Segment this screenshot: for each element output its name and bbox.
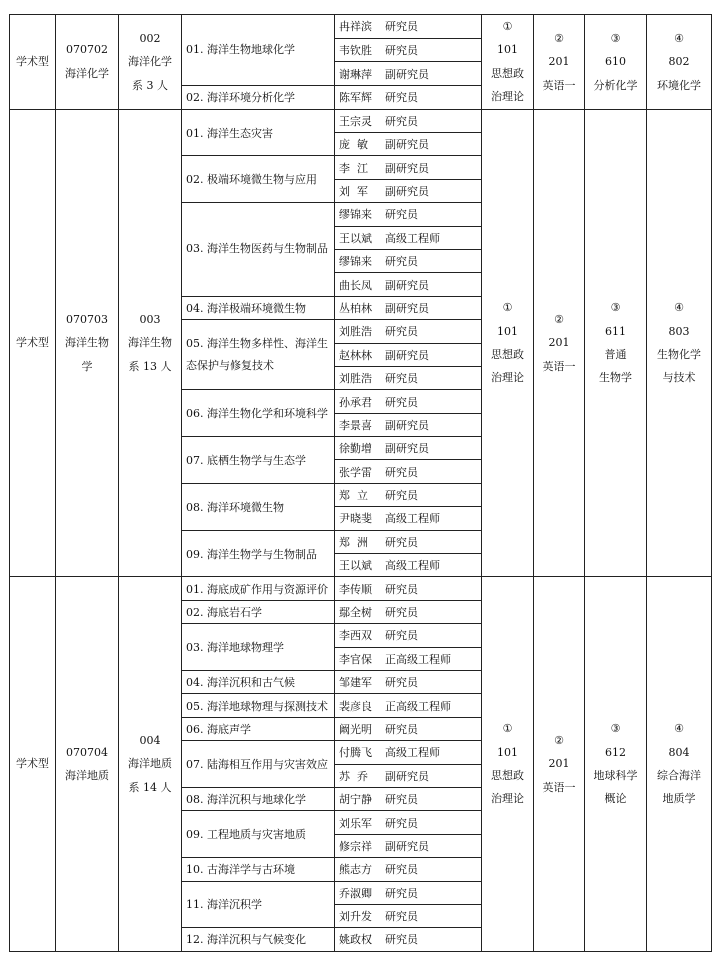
- supervisor-cell: [335, 296, 482, 319]
- supervisor-title: 研究员: [385, 465, 418, 479]
- supervisor-cell: [335, 928, 482, 951]
- supervisor-name: 丛柏林: [339, 301, 372, 315]
- supervisor-name: 缪锦来: [339, 208, 372, 222]
- cell-line: 治理论: [491, 371, 524, 385]
- exam-subject-cell: [482, 109, 534, 577]
- supervisor-name: 郑 洲: [339, 535, 368, 549]
- supervisor-title: 研究员: [385, 910, 418, 924]
- supervisor-title: 研究员: [385, 535, 418, 549]
- cell-line: ②: [554, 733, 564, 747]
- research-direction-cell: 06. 海洋生物化学和环境科学: [182, 390, 335, 437]
- cell-line: 学术型: [16, 757, 49, 771]
- supervisor-title: 研究员: [385, 933, 418, 947]
- supervisor-title: 副研究员: [385, 67, 429, 81]
- cell-line: ①: [502, 20, 513, 33]
- cell-line: 英语一: [542, 780, 576, 794]
- supervisor-title: 高级工程师: [385, 512, 440, 526]
- supervisor-title: 研究员: [385, 208, 418, 222]
- supervisor-cell: [335, 133, 482, 156]
- supervisor-name: 李景喜: [339, 418, 372, 432]
- major-cell: [56, 577, 119, 951]
- research-direction-cell: 08. 海洋环境微生物: [182, 483, 335, 530]
- supervisor-cell: [335, 787, 482, 810]
- supervisor-title: 研究员: [385, 886, 418, 900]
- cell-line: 003: [139, 312, 161, 326]
- supervisor-name: 王宗灵: [339, 114, 372, 128]
- cell-line: 201: [548, 336, 570, 350]
- supervisor-name: 乔淑卿: [339, 886, 372, 900]
- supervisor-title: 副研究员: [385, 839, 429, 853]
- cell-line: 生物化学: [657, 348, 701, 362]
- research-direction-cell: 03. 海洋生物医药与生物制品: [182, 203, 335, 297]
- cell-line: 治理论: [491, 792, 524, 806]
- major-cell: [56, 15, 119, 110]
- supervisor-title: 研究员: [385, 863, 418, 877]
- cell-line: ④: [674, 31, 684, 45]
- research-direction-cell: 04. 海洋沉积和古气候: [182, 671, 335, 694]
- supervisor-cell: [335, 249, 482, 272]
- supervisor-cell: [335, 483, 482, 506]
- cell-line: ④: [674, 301, 684, 315]
- supervisor-title: 正高级工程师: [385, 652, 451, 666]
- supervisor-name: 苏 乔: [339, 769, 368, 783]
- supervisor-title: 研究员: [385, 582, 418, 596]
- cell-line: 612: [605, 745, 626, 759]
- supervisor-title: 副研究员: [385, 301, 429, 315]
- research-direction-cell: 10. 古海洋学与古环境: [182, 858, 335, 881]
- supervisor-name: 刘升发: [339, 910, 372, 924]
- department-cell: [119, 15, 182, 110]
- supervisor-title: 高级工程师: [385, 559, 440, 573]
- supervisor-cell: [335, 647, 482, 670]
- supervisor-title: 研究员: [385, 20, 418, 34]
- supervisor-cell: [335, 507, 482, 530]
- supervisor-name: 李官保: [339, 652, 372, 666]
- cell-line: 普通: [604, 348, 627, 362]
- exam-subject-cell: [647, 109, 712, 577]
- exam-subject-cell: [647, 15, 712, 110]
- supervisor-name: 韦钦胜: [339, 43, 372, 57]
- supervisor-cell: [335, 413, 482, 436]
- cell-line: ③: [610, 301, 621, 315]
- cell-line: 海洋化学: [65, 66, 109, 80]
- supervisor-cell: [335, 390, 482, 413]
- supervisor-cell: [335, 366, 482, 389]
- cell-line: 学术型: [16, 336, 49, 350]
- cell-line: 思想政: [491, 66, 524, 80]
- cell-line: 002: [139, 31, 161, 45]
- supervisor-title: 研究员: [385, 676, 418, 690]
- supervisor-cell: [335, 600, 482, 623]
- supervisor-cell: [335, 904, 482, 927]
- supervisor-name: 刘 军: [339, 184, 368, 198]
- cell-line: 地球科学: [593, 769, 638, 783]
- supervisor-cell: [335, 62, 482, 86]
- supervisor-title: 研究员: [385, 489, 418, 503]
- cell-line: 环境化学: [657, 78, 701, 92]
- research-direction-cell: 06. 海底声学: [182, 717, 335, 740]
- supervisor-title: 研究员: [385, 793, 418, 807]
- supervisor-title: 研究员: [385, 816, 418, 830]
- supervisor-cell: [335, 530, 482, 553]
- supervisor-title: 高级工程师: [385, 231, 440, 245]
- cell-line: 804: [668, 745, 690, 759]
- supervisor-title: 正高级工程师: [385, 699, 451, 713]
- supervisor-name: 冉祥滨: [339, 20, 372, 34]
- program-type-cell: [10, 15, 56, 110]
- cell-line: 与技术: [662, 371, 696, 385]
- research-direction-cell: 05. 海洋地球物理与探测技术: [182, 694, 335, 717]
- cell-line: 101: [497, 745, 518, 759]
- supervisor-cell: [335, 179, 482, 202]
- research-direction-cell: 01. 海洋生物地球化学: [182, 15, 335, 86]
- supervisor-name: 曲长凤: [339, 278, 372, 292]
- supervisor-title: 研究员: [385, 114, 418, 128]
- supervisor-cell: [335, 343, 482, 366]
- supervisor-name: 王以斌: [339, 231, 372, 245]
- supervisor-name: 赵林林: [339, 348, 372, 362]
- supervisor-cell: [335, 764, 482, 787]
- supervisor-title: 副研究员: [385, 348, 429, 362]
- supervisor-cell: [335, 671, 482, 694]
- supervisor-name: 庞 敏: [339, 138, 368, 152]
- supervisor-title: 高级工程师: [385, 746, 440, 760]
- supervisor-cell: [335, 881, 482, 904]
- supervisor-name: 刘胜浩: [339, 372, 372, 386]
- cell-line: 系 14 人: [128, 780, 172, 794]
- cell-line: 610: [605, 55, 626, 69]
- cell-line: ③: [610, 31, 621, 45]
- supervisor-title: 研究员: [385, 43, 418, 57]
- supervisor-title: 研究员: [385, 91, 418, 105]
- supervisor-title: 副研究员: [385, 769, 429, 783]
- supervisor-title: 副研究员: [385, 138, 429, 152]
- cell-line: 海洋生物: [128, 336, 172, 350]
- cell-line: 海洋地质: [128, 757, 172, 771]
- supervisor-cell: [335, 624, 482, 647]
- research-direction-cell: 09. 工程地质与灾害地质: [182, 811, 335, 858]
- supervisor-cell: [335, 226, 482, 249]
- supervisor-cell: [335, 203, 482, 226]
- supervisor-cell: [335, 320, 482, 343]
- cell-line: 海洋化学: [128, 55, 172, 69]
- supervisor-cell: [335, 15, 482, 39]
- supervisor-name: 王以斌: [339, 559, 372, 573]
- supervisor-title: 副研究员: [385, 418, 429, 432]
- supervisor-cell: [335, 694, 482, 717]
- table-row: [10, 15, 712, 39]
- cell-line: 地质学: [662, 792, 696, 806]
- major-cell: [56, 109, 119, 577]
- cell-line: 004: [139, 733, 161, 747]
- research-direction-cell: 01. 海底成矿作用与资源评价: [182, 577, 335, 600]
- supervisor-cell: [335, 811, 482, 834]
- program-table: [9, 14, 712, 952]
- research-direction-cell: 02. 极端环境微生物与应用: [182, 156, 335, 203]
- supervisor-title: 研究员: [385, 395, 418, 409]
- supervisor-cell: [335, 273, 482, 296]
- supervisor-name: 刘乐军: [339, 816, 372, 830]
- cell-line: 070704: [66, 745, 108, 759]
- supervisor-name: 尹晓斐: [339, 512, 372, 526]
- supervisor-name: 李西双: [339, 629, 372, 643]
- program-type-cell: [10, 577, 56, 951]
- exam-subject-cell: [585, 109, 647, 577]
- supervisor-cell: [335, 858, 482, 881]
- cell-line: 英语一: [542, 359, 576, 373]
- supervisor-name: 邹建军: [339, 676, 372, 690]
- exam-subject-cell: [534, 15, 585, 110]
- cell-line: 803: [668, 324, 690, 338]
- supervisor-title: 研究员: [385, 722, 418, 736]
- supervisor-cell: [335, 460, 482, 483]
- supervisor-name: 阚光明: [339, 722, 372, 736]
- research-direction-cell: 08. 海洋沉积与地球化学: [182, 787, 335, 810]
- exam-subject-cell: [482, 577, 534, 951]
- table-row: [10, 577, 712, 600]
- cell-line: 系 13 人: [128, 359, 172, 373]
- exam-subject-cell: [585, 15, 647, 110]
- research-direction-cell: 02. 海底岩石学: [182, 600, 335, 623]
- research-direction-cell: 05. 海洋生物多样性、海洋生态保护与修复技术: [182, 320, 335, 390]
- supervisor-name: 修宗祥: [339, 839, 372, 853]
- supervisor-name: 付腾飞: [339, 746, 372, 760]
- supervisor-cell: [335, 156, 482, 179]
- supervisor-name: 熊志方: [339, 863, 372, 877]
- cell-line: ②: [554, 31, 564, 45]
- supervisor-cell: [335, 38, 482, 62]
- cell-line: 综合海洋: [657, 769, 701, 783]
- cell-line: ②: [554, 312, 564, 326]
- supervisor-name: 徐勤增: [339, 442, 372, 456]
- cell-line: 生物学: [599, 371, 632, 385]
- cell-line: ①: [502, 722, 513, 736]
- exam-subject-cell: [534, 109, 585, 577]
- supervisor-title: 副研究员: [385, 161, 429, 175]
- supervisor-name: 孙承君: [339, 395, 372, 409]
- exam-subject-cell: [534, 577, 585, 951]
- table-row: [10, 109, 712, 132]
- research-direction-cell: 07. 陆海相互作用与灾害效应: [182, 741, 335, 788]
- research-direction-cell: 04. 海洋极端环境微生物: [182, 296, 335, 319]
- cell-line: 系 3 人: [132, 78, 168, 92]
- supervisor-title: 副研究员: [385, 442, 429, 456]
- supervisor-cell: [335, 109, 482, 132]
- research-direction-cell: 01. 海洋生态灾害: [182, 109, 335, 156]
- supervisor-name: 郑 立: [339, 489, 368, 503]
- research-direction-cell: 03. 海洋地球物理学: [182, 624, 335, 671]
- supervisor-cell: [335, 577, 482, 600]
- research-direction-cell: 02. 海洋环境分析化学: [182, 85, 335, 109]
- research-direction-cell: 12. 海洋沉积与气候变化: [182, 928, 335, 951]
- supervisor-name: 刘胜浩: [339, 325, 372, 339]
- department-cell: [119, 577, 182, 951]
- cell-line: 概论: [604, 792, 627, 806]
- supervisor-name: 李 江: [339, 161, 368, 175]
- cell-line: 201: [548, 757, 570, 771]
- program-type-cell: [10, 109, 56, 577]
- cell-line: 802: [668, 55, 690, 69]
- supervisor-name: 李传顺: [339, 582, 372, 596]
- cell-line: ④: [674, 722, 684, 736]
- cell-line: 070702: [66, 43, 108, 57]
- supervisor-title: 研究员: [385, 372, 418, 386]
- cell-line: ③: [610, 722, 621, 736]
- exam-subject-cell: [585, 577, 647, 951]
- supervisor-title: 副研究员: [385, 278, 429, 292]
- cell-line: 英语一: [542, 78, 576, 92]
- cell-line: ①: [502, 301, 513, 315]
- supervisor-cell: [335, 437, 482, 460]
- exam-subject-cell: [647, 577, 712, 951]
- supervisor-title: 研究员: [385, 606, 418, 620]
- cell-line: 070703: [66, 312, 108, 326]
- research-direction-cell: 09. 海洋生物学与生物制品: [182, 530, 335, 577]
- supervisor-name: 张学雷: [339, 465, 372, 479]
- cell-line: 治理论: [491, 90, 524, 104]
- exam-subject-cell: [482, 15, 534, 110]
- cell-line: 海洋地质: [65, 769, 109, 783]
- supervisor-name: 裴彦良: [339, 699, 372, 713]
- cell-line: 101: [497, 43, 518, 57]
- research-direction-cell: 07. 底栖生物学与生态学: [182, 437, 335, 484]
- supervisor-cell: [335, 717, 482, 740]
- cell-line: 思想政: [491, 348, 524, 362]
- cell-line: 学术型: [16, 55, 49, 69]
- cell-line: 海洋生物学: [65, 336, 109, 373]
- cell-line: 611: [605, 324, 626, 338]
- supervisor-name: 鄢全树: [339, 606, 372, 620]
- supervisor-cell: [335, 741, 482, 764]
- supervisor-cell: [335, 554, 482, 577]
- cell-line: 分析化学: [593, 78, 638, 92]
- research-direction-cell: 11. 海洋沉积学: [182, 881, 335, 928]
- supervisor-cell: [335, 85, 482, 109]
- cell-line: 101: [497, 324, 518, 338]
- supervisor-name: 缪锦来: [339, 255, 372, 269]
- program-table-body: [10, 15, 712, 952]
- supervisor-title: 研究员: [385, 255, 418, 269]
- supervisor-name: 姚政权: [339, 933, 372, 947]
- supervisor-name: 谢琳萍: [339, 67, 372, 81]
- cell-line: 思想政: [491, 769, 524, 783]
- supervisor-cell: [335, 834, 482, 857]
- department-cell: [119, 109, 182, 577]
- supervisor-title: 研究员: [385, 629, 418, 643]
- supervisor-title: 研究员: [385, 325, 418, 339]
- supervisor-name: 胡宁静: [339, 793, 372, 807]
- cell-line: 201: [548, 55, 570, 69]
- supervisor-title: 副研究员: [385, 184, 429, 198]
- supervisor-name: 陈军辉: [339, 91, 372, 105]
